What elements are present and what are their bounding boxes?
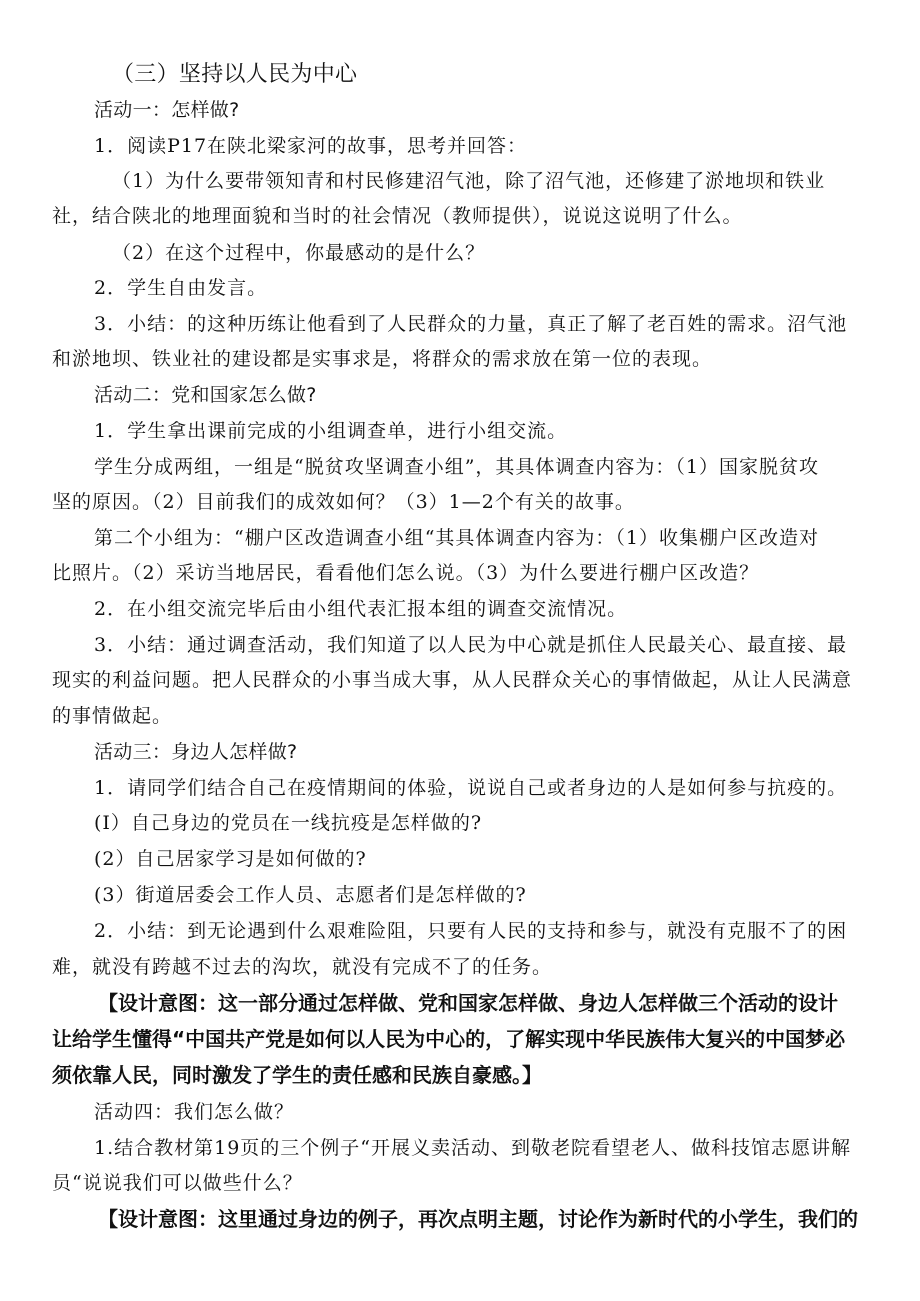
activity3-q3: (3）街道居委会工作人员、志愿者们是怎样做的? [94, 884, 527, 906]
activity3-q1: (I）自己身边的党员在一线抗疫是怎样做的? [94, 812, 483, 834]
activity3-q2: (2）自己居家学习是如何做的? [94, 848, 367, 870]
activity3-item2-line1: 2．小结：到无论遇到什么艰难险阻，只要有人民的支持和参与，就没有克服不了的困 [94, 920, 848, 942]
activity2-item3-line3: 的事情做起。 [52, 705, 173, 727]
activity2-group1-line2: 坚的原因。（2）目前我们的成效如何？（3）1—2个有关的故事。 [52, 491, 635, 513]
activity1-item2: 2．学生自由发言。 [94, 277, 268, 299]
activity2-group2-line2: 比照片。（2）采访当地居民，看看他们怎么说。（3）为什么要进行棚户区改造？ [52, 562, 760, 584]
design-intent1-line3: 须依靠人民，同时激发了学生的责任感和民族自豪感。】 [52, 1063, 542, 1087]
activity2-item3-line2: 现实的利益问题。把人民群众的小事当成大事，从人民群众关心的事情做起，从让人民满意 [52, 669, 853, 691]
activity1-item1: 1．阅读P17在陕北梁家河的故事，思考并回答： [94, 135, 528, 157]
design-intent2-line1: 【设计意图：这里通过身边的例子，再次点明主题，讨论作为新时代的小学生，我们的 [98, 1207, 858, 1231]
activity2-heading: 活动二：党和国家怎么做? [94, 384, 317, 406]
activity2-item3-line1: 3．小结：通过调查活动，我们知道了以人民为中心就是抓住人民最关心、最直接、最 [94, 634, 848, 656]
activity1-item3-line1: 3．小结：的这种历练让他看到了人民群众的力量，真正了解了老百姓的需求。沼气池 [94, 313, 848, 335]
activity2-group1-line1: 学生分成两组，一组是“脱贫攻坚调查小组”，其具体调查内容为：（1）国家脱贫攻 [94, 456, 820, 478]
activity2-item1: 1．学生拿出课前完成的小组调查单，进行小组交流。 [94, 420, 568, 442]
activity3-heading: 活动三：身边人怎样做? [94, 741, 298, 763]
activity3-item2-line2: 难，就没有跨越不过去的沟坎，就没有完成不了的任务。 [52, 956, 553, 978]
activity2-group2-line1: 第二个小组为：“棚户区改造调查小组“其具体调查内容为：（1）收集棚户区改造对 [94, 527, 820, 549]
activity1-item3-line2: 和淤地坝、铁业社的建设都是实事求是，将群众的需求放在第一位的表现。 [52, 348, 713, 370]
activity2-item2: 2．在小组交流完毕后由小组代表汇报本组的调查交流情况。 [94, 598, 628, 620]
activity3-item1: 1．请同学们结合自己在疫情期间的体验，说说自己或者身边的人是如何参与抗疫的。 [94, 777, 848, 799]
design-intent1-line2: 让给学生懂得“中国共产党是如何以人民为中心的，了解实现中华民族伟大复兴的中国梦必 [52, 1027, 846, 1051]
activity1-q1-line2: 社，结合陕北的地理面貌和当时的社会情况（教师提供），说说这说明了什么。 [52, 205, 743, 227]
activity4-item1-line2: 员“说说我们可以做些什么？ [52, 1172, 303, 1194]
activity1-q1-line1: （1）为什么要带领知青和村民修建沼气池，除了沼气池，还修建了淤地坝和铁业 [112, 170, 826, 192]
activity4-heading: 活动四：我们怎么做？ [94, 1101, 295, 1123]
activity1-q2: （2）在这个过程中，你最感动的是什么？ [112, 242, 486, 264]
activity1-heading: 活动一：怎样做? [94, 99, 240, 121]
section-title: （三）坚持以人民为中心 [112, 62, 358, 87]
activity4-item1-line1: 1.结合教材第19页的三个例子“开展义卖活动、到敬老院看望老人、做科技馆志愿讲解 [94, 1137, 852, 1159]
design-intent1-line1: 【设计意图：这一部分通过怎样做、党和国家怎样做、身边人怎样做三个活动的设计 [98, 991, 838, 1015]
